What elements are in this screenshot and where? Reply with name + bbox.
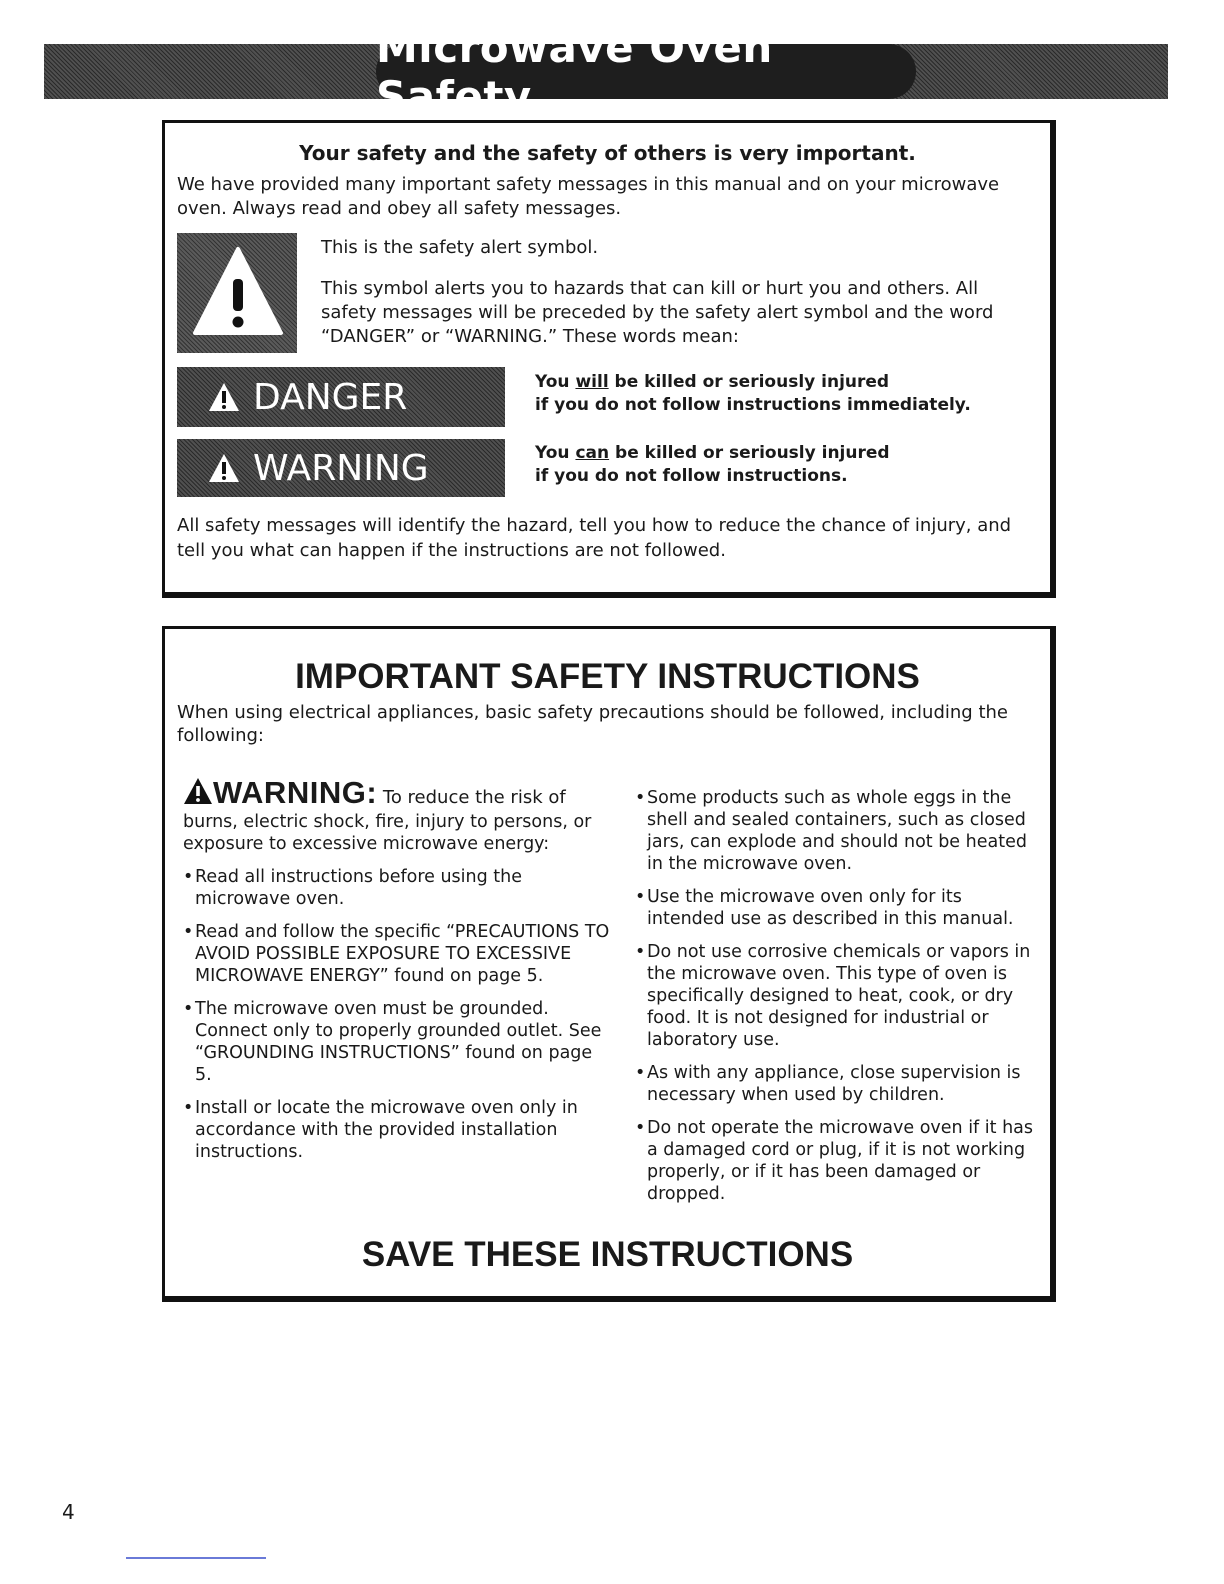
save-instructions-heading: SAVE THESE INSTRUCTIONS (361, 1235, 854, 1274)
danger-meaning: You will be killed or seriously injured if you do not follow instructions immediately. (535, 372, 971, 415)
page-title: Microwave Oven Safety (376, 44, 916, 99)
warning-meaning: You can be killed or seriously injured if you do not follow instructions. (535, 443, 890, 486)
list-item: • Use the microwave oven only for its intended use as described in this manual. (635, 886, 1045, 930)
page-number: 4 (62, 1500, 75, 1524)
footer-rule (126, 1557, 266, 1559)
instructions-right-column (635, 787, 1045, 1205)
warning-triangle-icon (183, 777, 213, 805)
list-item: • Read all instructions before using the microwave oven. (183, 866, 611, 910)
instructions-box (162, 626, 1056, 1302)
danger-label: DANGER (253, 376, 408, 418)
safety-outro: All safety messages will identify the hazard, tell you how to reduce the chance of injury, and tell you what can happen if the instructions are not followed. (177, 515, 1012, 561)
instructions-heading: IMPORTANT SAFETY INSTRUCTIONS (295, 657, 920, 696)
warning-triangle-icon (207, 381, 241, 413)
safety-alert-symbol (177, 233, 297, 353)
danger-badge (177, 367, 505, 427)
title-bar (44, 22, 1168, 121)
warning-statement: WARNING: To reduce the risk of burns, electric shock, fire, injury to persons, or exposure to excessive microwave energy: (183, 775, 592, 854)
warning-triangle-icon (191, 245, 285, 341)
list-item: • Do not use corrosive chemicals or vapors in the microwave oven. This type of oven is specifically designed to heat, cook, or dry food. It is not designed for industrial or laboratory use. (635, 941, 1045, 1051)
safety-notice-box (162, 120, 1056, 598)
warning-triangle-icon (207, 452, 241, 484)
list-item: • As with any appliance, close supervision is necessary when used by children. (635, 1062, 1045, 1106)
instructions-intro: When using electrical appliances, basic safety precautions should be followed, including the following: (177, 702, 1008, 746)
instructions-left-column (183, 777, 611, 1163)
list-item: • Read and follow the specific “PRECAUTIONS TO AVOID POSSIBLE EXPOSURE TO EXCESSIVE MICROWAVE ENERGY” found on page 5. (183, 921, 611, 987)
warning-word: WARNING: (213, 775, 378, 810)
list-item: • The microwave oven must be grounded. Connect only to properly grounded outlet. See “GROUNDING INSTRUCTIONS” found on page 5. (183, 998, 611, 1086)
safety-heading: Your safety and the safety of others is very important. (299, 141, 916, 165)
safety-intro: We have provided many important safety messages in this manual and on your microwave oven. Always read and obey all safety messages. (177, 174, 1000, 219)
symbol-description: This symbol alerts you to hazards that can kill or hurt you and others. All safety messages will be preceded by the safety alert symbol and the word “DANGER” or “WARNING.” These words mean: (321, 278, 994, 347)
list-item: • Some products such as whole eggs in the shell and sealed containers, such as closed jars, can explode and should not be heated in the microwave oven. (635, 787, 1045, 875)
symbol-caption: This is the safety alert symbol. (321, 237, 599, 258)
warning-label: WARNING (253, 447, 429, 489)
list-item: • Install or locate the microwave oven only in accordance with the provided installation instructions. (183, 1097, 611, 1163)
list-item: • Do not operate the microwave oven if it has a damaged cord or plug, if it is not working properly, or if it has been damaged or dropped. (635, 1117, 1045, 1205)
warning-badge (177, 439, 505, 497)
